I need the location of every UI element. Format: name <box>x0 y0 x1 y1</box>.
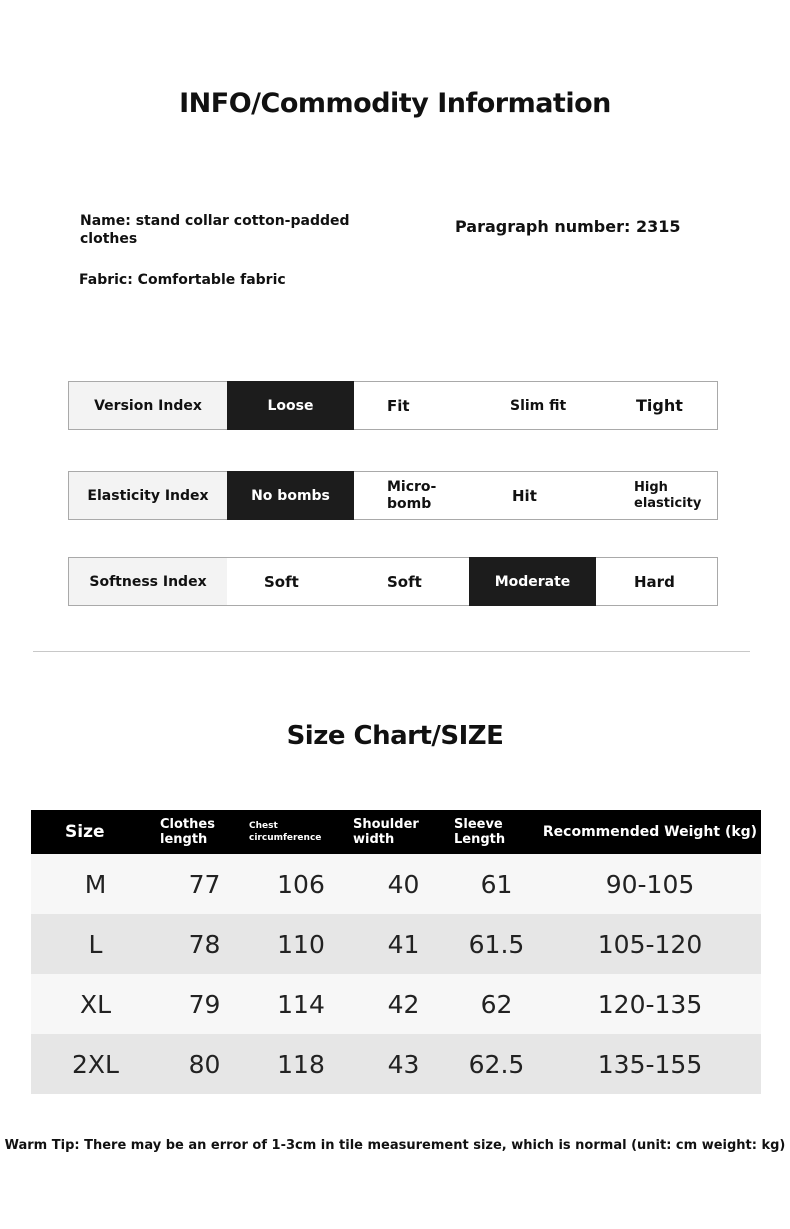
fabric-info: Fabric: Comfortable fabric <box>79 272 286 288</box>
version-option-tight: Tight <box>636 396 683 415</box>
elasticity-option-no-bombs: No bombs <box>227 471 354 520</box>
info-title: INFO/Commodity Information <box>179 88 611 119</box>
product-name-line1: Name: stand collar cotton-padded <box>80 213 350 229</box>
header-clothes-length: Clothes length <box>160 810 249 854</box>
cell-size: L <box>31 914 160 974</box>
elasticity-option-high-elasticity: High elasticity <box>634 479 702 511</box>
cell-weight: 120-135 <box>539 974 761 1034</box>
table-row <box>31 974 761 1034</box>
product-name <box>80 212 350 248</box>
header-chest-circumference: Chest circumference <box>249 810 353 854</box>
cell-shoulder: 41 <box>353 914 454 974</box>
header-recommended-weight: Recommended Weight (kg) <box>539 810 761 854</box>
version-option-loose: Loose <box>227 381 354 430</box>
elasticity-index-row <box>68 471 718 520</box>
elasticity-index-label: Elasticity Index <box>69 472 227 519</box>
cell-chest: 118 <box>249 1034 353 1094</box>
cell-size: M <box>31 854 160 914</box>
warm-tip: Warm Tip: There may be an error of 1-3cm in tile measurement size, which is normal (unit: cm weight: kg) <box>4 1138 786 1153</box>
cell-shoulder: 43 <box>353 1034 454 1094</box>
cell-sleeve: 61.5 <box>454 914 539 974</box>
cell-sleeve: 62 <box>454 974 539 1034</box>
softness-option-moderate: Moderate <box>469 557 596 606</box>
version-option-fit: Fit <box>387 396 410 415</box>
elasticity-option-hit: Hit <box>512 486 537 505</box>
size-chart-title: Size Chart/SIZE <box>286 721 504 751</box>
version-index-row <box>68 381 718 430</box>
version-index-label: Version Index <box>69 382 227 429</box>
softness-option-soft-1: Soft <box>264 572 299 591</box>
softness-index-row <box>68 557 718 606</box>
cell-sleeve: 61 <box>454 854 539 914</box>
cell-weight: 135-155 <box>539 1034 761 1094</box>
cell-size: 2XL <box>31 1034 160 1094</box>
product-name-line2: clothes <box>80 231 138 247</box>
softness-index-label: Softness Index <box>69 558 227 605</box>
cell-sleeve: 62.5 <box>454 1034 539 1094</box>
size-chart-table <box>31 810 761 1094</box>
cell-chest: 110 <box>249 914 353 974</box>
cell-clothes-length: 77 <box>160 854 249 914</box>
section-divider <box>33 651 750 652</box>
cell-shoulder: 42 <box>353 974 454 1034</box>
softness-option-hard: Hard <box>634 572 675 591</box>
table-row <box>31 914 761 974</box>
elasticity-option-micro-bomb: Micro- bomb <box>387 478 437 512</box>
header-sleeve-length: Sleeve Length <box>454 810 539 854</box>
cell-shoulder: 40 <box>353 854 454 914</box>
table-row <box>31 1034 761 1094</box>
paragraph-number: Paragraph number: 2315 <box>455 217 681 236</box>
version-option-slim-fit: Slim fit <box>510 397 567 414</box>
header-shoulder-width: Shoulder width <box>353 810 454 854</box>
cell-chest: 114 <box>249 974 353 1034</box>
cell-size: XL <box>31 974 160 1034</box>
table-row <box>31 854 761 914</box>
cell-weight: 90-105 <box>539 854 761 914</box>
softness-option-soft-2: Soft <box>387 572 422 591</box>
cell-weight: 105-120 <box>539 914 761 974</box>
cell-clothes-length: 80 <box>160 1034 249 1094</box>
cell-clothes-length: 79 <box>160 974 249 1034</box>
size-chart-header-row <box>31 810 761 854</box>
header-size: Size <box>31 810 160 854</box>
cell-chest: 106 <box>249 854 353 914</box>
cell-clothes-length: 78 <box>160 914 249 974</box>
